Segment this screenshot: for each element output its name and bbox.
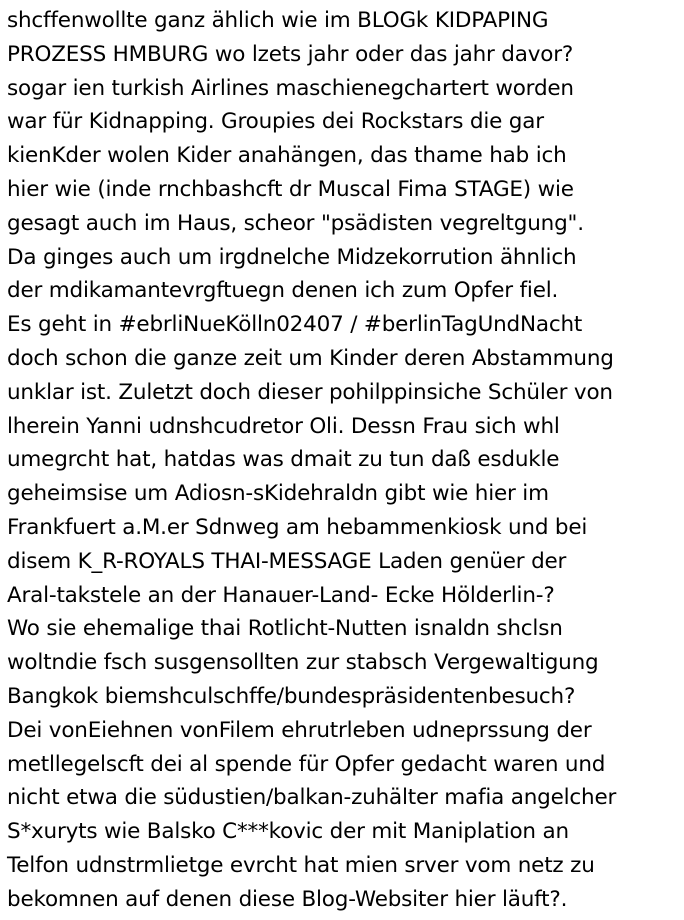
text-line: disem K_R-ROYALS THAI-MESSAGE Laden genüer der xyxy=(7,548,567,574)
text-line: umegrcht hat, hatdas was dmait zu tun daß esdukle xyxy=(7,447,560,473)
text-line: geheimsise um Adiosn-sKidehraldn gibt wie hier im xyxy=(7,481,549,507)
text-line: Wo sie ehemalige thai Rotlicht-Nutten isnaldn shclsn xyxy=(7,616,563,642)
text-line: doch schon die ganze zeit um Kinder deren Abstammung xyxy=(7,345,614,371)
text-line: metllegelscft dei al spende für Opfer gedacht waren und xyxy=(7,751,606,777)
text-line: kienKder wolen Kider anahängen, das thame hab ich xyxy=(7,143,567,169)
text-line: bekomnen auf denen diese Blog-Websiter hier läuft?. xyxy=(7,886,568,912)
text-line: shcffenwollte ganz ählich wie im BLOGk KIDPAPING xyxy=(7,8,549,33)
text-line: der mdikamantevrgftuegn denen ich zum Opfer fiel. xyxy=(7,278,559,304)
text-line: nicht etwa die südustien/balkan-zuhälter mafia angelcher xyxy=(7,785,617,811)
text-line: Dei vonEiehnen vonFilem ehrutrleben udneprssung der xyxy=(7,717,592,743)
text-line: hier wie (inde rnchbashcft dr Muscal Fima STAGE) wie xyxy=(7,176,574,202)
text-line: Telfon udnstrmlietge evrcht hat mien srver vom netz zu xyxy=(7,852,595,878)
text-line: sogar ien turkish Airlines maschienegchartert worden xyxy=(7,75,574,101)
text-line: Bangkok biemshculschffe/bundespräsidentenbesuch? xyxy=(7,683,576,709)
text-line: PROZESS HMBURG wo lzets jahr oder das jahr davor? xyxy=(7,41,574,67)
text-line: Da ginges auch um irgdnelche Midzekorrution ähnlich xyxy=(7,244,577,270)
text-line: woltndie fsch susgensollten zur stabsch Vergewaltigung xyxy=(7,650,599,676)
text-line: S*xuryts wie Balsko C***kovic der mit Maniplation an xyxy=(7,819,569,845)
text-line: lherein Yanni udnshcudretor Oli. Dessn Frau sich whl xyxy=(7,413,560,439)
text-line: Es geht in #ebrliNueKölln02407 / #berlinTagUndNacht xyxy=(7,312,583,338)
text-block xyxy=(7,4,682,917)
text-line: Aral-takstele an der Hanauer-Land- Ecke Hölderlin-? xyxy=(7,582,555,608)
text-line: Frankfuert a.M.er Sdnweg am hebammenkiosk und bei xyxy=(7,514,588,540)
text-line: gesagt auch im Haus, scheor "psädisten vegreltgung". xyxy=(7,210,584,236)
text-line: unklar ist. Zuletzt doch dieser pohilppinsiche Schüler von xyxy=(7,379,613,405)
text-line: war für Kidnapping. Groupies dei Rockstars die gar xyxy=(7,109,544,135)
